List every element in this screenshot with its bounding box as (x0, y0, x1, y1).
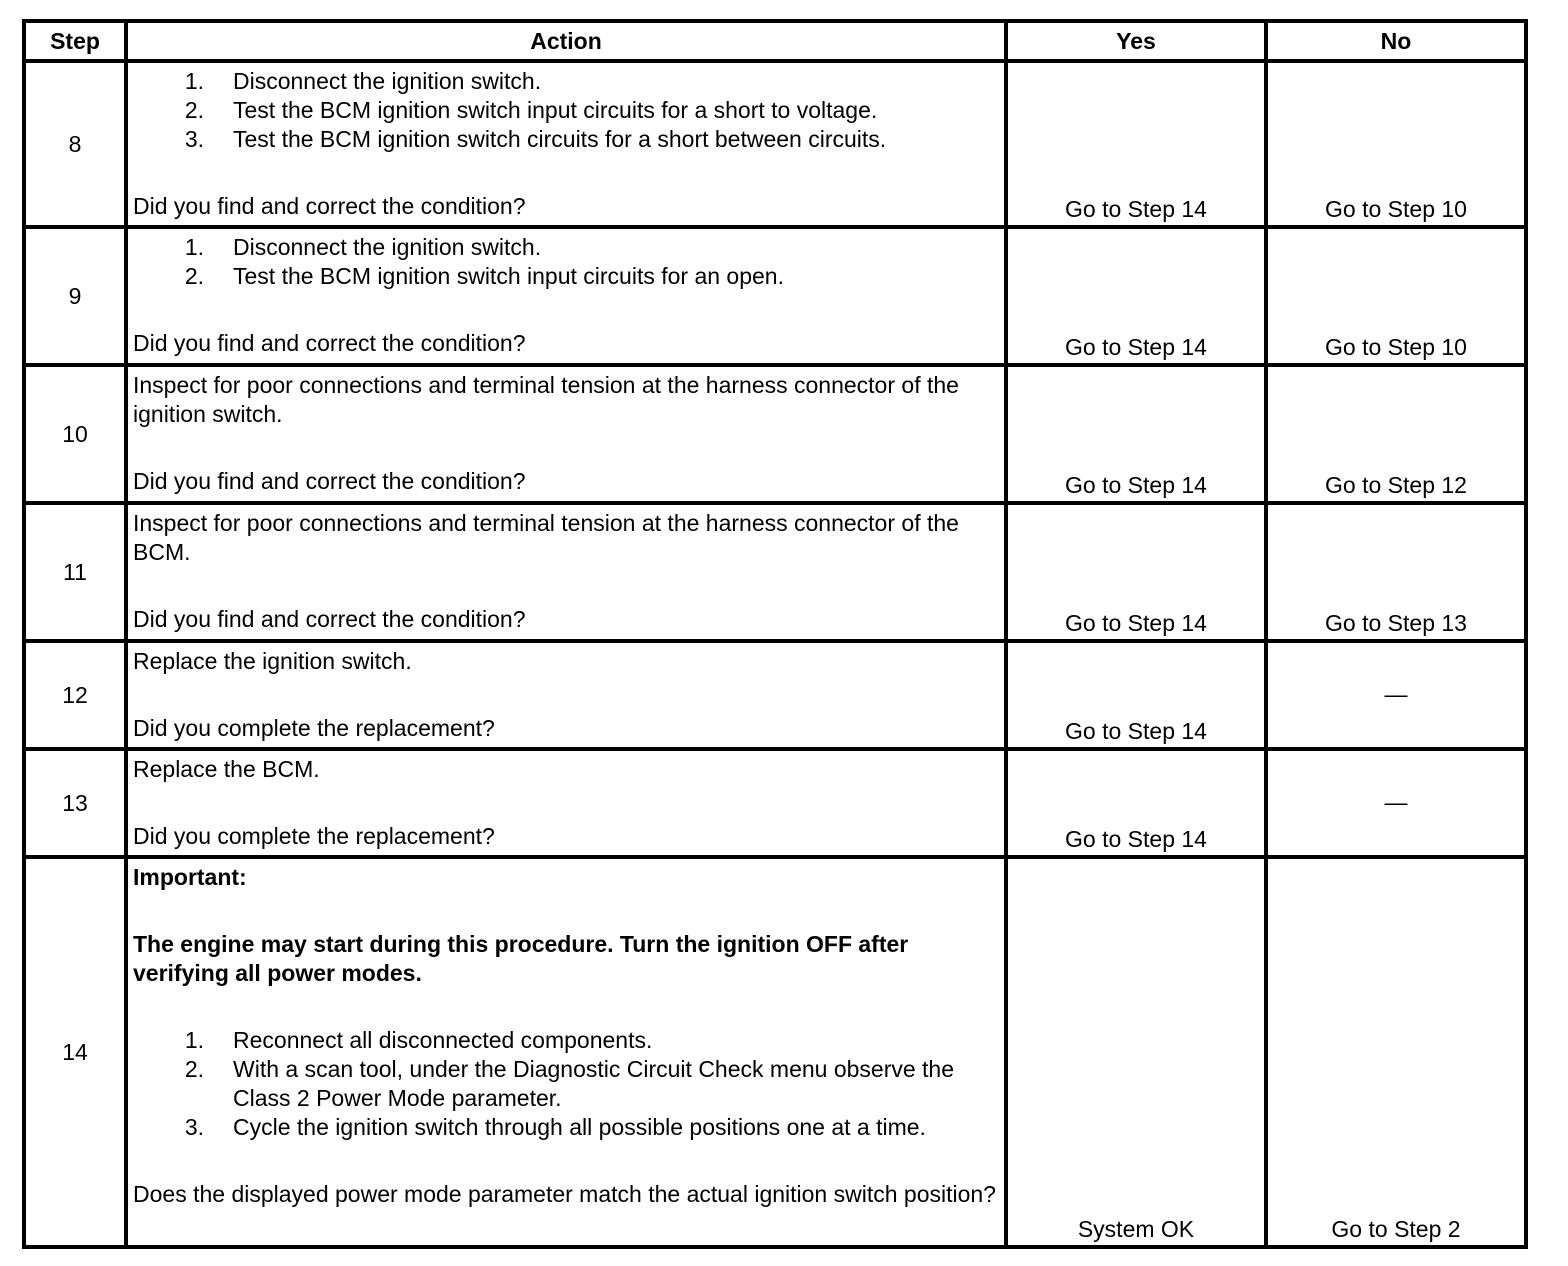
action-cell (126, 749, 1006, 857)
action-cell (126, 857, 1006, 1247)
no-result: Go to Step 10 (1266, 227, 1526, 365)
item-number: 2. (184, 1056, 204, 1082)
item-text: Test the BCM ignition switch input circuits for an open. (233, 263, 784, 289)
list-item (133, 1026, 1000, 1055)
item-number: 1. (184, 1027, 204, 1053)
question-text: Did you complete the replacement? (133, 823, 495, 849)
action-steps-list (133, 233, 1000, 291)
action-text: Inspect for poor connections and terminal tension at the harness connector of the BCM. (133, 510, 959, 565)
action-cell (126, 503, 1006, 641)
yes-result: Go to Step 14 (1006, 641, 1266, 749)
step-number: 14 (24, 857, 126, 1247)
table-row (24, 61, 1526, 227)
table-row (24, 641, 1526, 749)
question-text: Did you find and correct the condition? (133, 193, 526, 219)
action-text: Replace the BCM. (133, 756, 320, 782)
list-item (133, 262, 1000, 291)
no-result: Go to Step 2 (1266, 857, 1526, 1247)
table-row (24, 857, 1526, 1247)
list-item (133, 1055, 1000, 1113)
yes-result: Go to Step 14 (1006, 503, 1266, 641)
table-row (24, 365, 1526, 503)
header-step: Step (24, 21, 126, 61)
item-text: Cycle the ignition switch through all possible positions one at a time. (233, 1114, 926, 1140)
action-cell (126, 641, 1006, 749)
action-steps-list (133, 1026, 1000, 1142)
question-text: Did you find and correct the condition? (133, 330, 526, 356)
list-item (133, 1113, 1000, 1142)
action-cell (126, 61, 1006, 227)
step-number: 10 (24, 365, 126, 503)
no-result: — (1266, 641, 1526, 749)
yes-result: Go to Step 14 (1006, 61, 1266, 227)
step-number: 9 (24, 227, 126, 365)
no-result: — (1266, 749, 1526, 857)
step-number: 12 (24, 641, 126, 749)
item-text: Disconnect the ignition switch. (233, 234, 542, 260)
action-text: Replace the ignition switch. (133, 648, 412, 674)
action-cell (126, 365, 1006, 503)
diagnostic-table (22, 19, 1528, 1249)
no-result: Go to Step 13 (1266, 503, 1526, 641)
list-item (133, 96, 1000, 125)
table-row (24, 227, 1526, 365)
question-text: Does the displayed power mode parameter match the actual ignition switch position? (133, 1181, 996, 1207)
item-number: 2. (184, 97, 204, 123)
table-row (24, 503, 1526, 641)
header-row (24, 21, 1526, 61)
item-text: Test the BCM ignition switch circuits for a short between circuits. (233, 126, 887, 152)
step-number: 11 (24, 503, 126, 641)
no-result: Go to Step 12 (1266, 365, 1526, 503)
yes-result: System OK (1006, 857, 1266, 1247)
yes-result: Go to Step 14 (1006, 227, 1266, 365)
item-number: 1. (184, 68, 204, 94)
question-text: Did you find and correct the condition? (133, 468, 526, 494)
action-steps-list (133, 67, 1000, 154)
item-number: 3. (184, 1114, 204, 1140)
header-yes: Yes (1006, 21, 1266, 61)
step-number: 13 (24, 749, 126, 857)
action-text: Inspect for poor connections and terminal tension at the harness connector of the ignition switch. (133, 372, 959, 427)
question-text: Did you complete the replacement? (133, 715, 495, 741)
item-text: Reconnect all disconnected components. (233, 1027, 653, 1053)
important-label: Important: (133, 864, 247, 890)
list-item (133, 125, 1000, 154)
item-number: 3. (184, 126, 204, 152)
step-number: 8 (24, 61, 126, 227)
item-number: 2. (184, 263, 204, 289)
item-text: With a scan tool, under the Diagnostic Circuit Check menu observe the Class 2 Power Mode parameter. (233, 1056, 955, 1111)
no-result: Go to Step 10 (1266, 61, 1526, 227)
question-text: Did you find and correct the condition? (133, 606, 526, 632)
header-action: Action (126, 21, 1006, 61)
item-text: Disconnect the ignition switch. (233, 68, 542, 94)
header-no: No (1266, 21, 1526, 61)
list-item (133, 233, 1000, 262)
item-text: Test the BCM ignition switch input circuits for a short to voltage. (233, 97, 878, 123)
table-row (24, 749, 1526, 857)
yes-result: Go to Step 14 (1006, 749, 1266, 857)
important-text: The engine may start during this procedure. Turn the ignition OFF after verifying all power modes. (133, 931, 909, 986)
yes-result: Go to Step 14 (1006, 365, 1266, 503)
item-number: 1. (184, 234, 204, 260)
action-cell (126, 227, 1006, 365)
list-item (133, 67, 1000, 96)
